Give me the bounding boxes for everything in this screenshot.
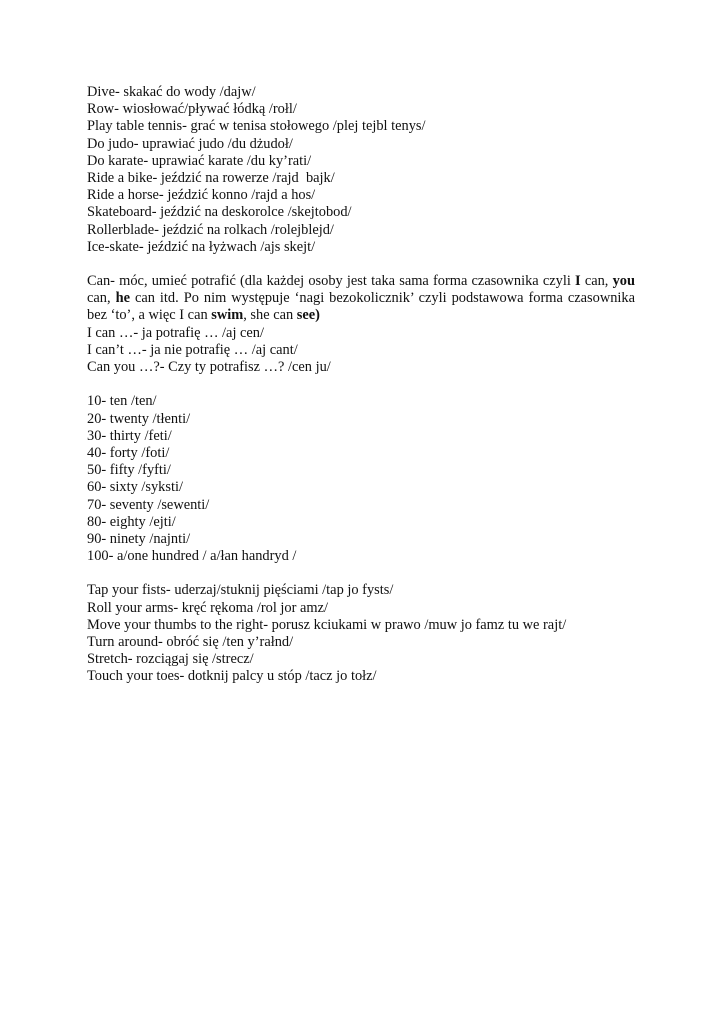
list-item: Skateboard- jeździć na deskorolce /skejtobod/ — [87, 204, 352, 221]
list-item: Row- wiosłować/pływać łódką /rołl/ — [87, 101, 297, 118]
can-bold-word: you — [612, 273, 635, 290]
list-item: Turn around- obróć się /ten y’rałnd/ — [87, 634, 294, 651]
document-page — [87, 84, 635, 686]
numbers-list — [87, 393, 635, 565]
can-bold-word: see) — [296, 307, 320, 324]
list-item: 40- forty /foti/ — [87, 444, 170, 461]
list-item: 20- twenty /tłenti/ — [87, 410, 191, 427]
list-item: 60- sixty /syksti/ — [87, 479, 183, 496]
list-item: Move your thumbs to the right- porusz kciukami w prawo /muw jo famz tu we rajt/ — [87, 616, 567, 633]
list-item: 30- thirty /feti/ — [87, 427, 172, 444]
list-item: Play table tennis- grać w tenisa stołowego /plej tejbl tenys/ — [87, 118, 426, 135]
blank-line — [87, 565, 635, 582]
list-item: Do karate- uprawiać karate /du ky’rati/ — [87, 152, 312, 169]
list-item: 50- fifty /fyfti/ — [87, 462, 171, 479]
blank-line — [87, 376, 635, 393]
list-item: Tap your fists- uderzaj/stuknij pięściami /tap jo fysts/ — [87, 582, 394, 599]
can-text-part: can itd. Po nim występuje ‘nagi bezokolicznik’ czyli podstawowa forma czasownika bez ‘to’, a więc I can — [87, 290, 635, 324]
list-item: Dive- skakać do wody /dajw/ — [87, 84, 256, 100]
list-item: Ride a horse- jeździć konno /rajd a hos/ — [87, 187, 316, 204]
list-item: Can you …?- Czy ty potrafisz …? /cen ju/ — [87, 359, 331, 376]
list-item: Ride a bike- jeździć na rowerze /rajd bajk/ — [87, 169, 335, 186]
list-item: Stretch- rozciągaj się /strecz/ — [87, 651, 254, 668]
can-bold-word: he — [115, 290, 130, 307]
list-item: Rollerblade- jeździć na rolkach /rolejblejd/ — [87, 221, 334, 238]
list-item: Roll your arms- kręć rękoma /rol jor amz/ — [87, 599, 328, 616]
commands-list — [87, 582, 635, 685]
can-text-part: can, — [87, 290, 116, 307]
blank-line — [87, 256, 635, 273]
list-item: 100- a/one hundred / a/łan handryd / — [87, 548, 297, 565]
can-text-part: , she can — [243, 307, 297, 324]
can-explanation-paragraph — [87, 273, 635, 325]
sports-list — [87, 84, 635, 256]
list-item: 70- seventy /sewenti/ — [87, 496, 210, 513]
can-text-part: Can- móc, umieć potrafić (dla każdej osoby jest taka sama forma czasownika czyli — [87, 273, 576, 290]
list-item: Touch your toes- dotknij palcy u stóp /tacz jo tołz/ — [87, 668, 377, 685]
list-item: Ice-skate- jeździć na łyżwach /ajs skejt/ — [87, 238, 316, 255]
list-item: I can …- ja potrafię … /aj cen/ — [87, 324, 265, 341]
can-bold-word: I — [575, 273, 581, 290]
list-item: 80- eighty /ejti/ — [87, 513, 176, 530]
can-bold-word: swim — [211, 307, 244, 324]
list-item: 90- ninety /najnti/ — [87, 530, 191, 547]
list-item: Do judo- uprawiać judo /du dżudoł/ — [87, 135, 293, 152]
list-item: I can’t …- ja nie potrafię … /aj cant/ — [87, 341, 298, 358]
can-phrases-list — [87, 325, 635, 377]
can-text-part: can, — [580, 273, 613, 290]
list-item: 10- ten /ten/ — [87, 393, 157, 410]
